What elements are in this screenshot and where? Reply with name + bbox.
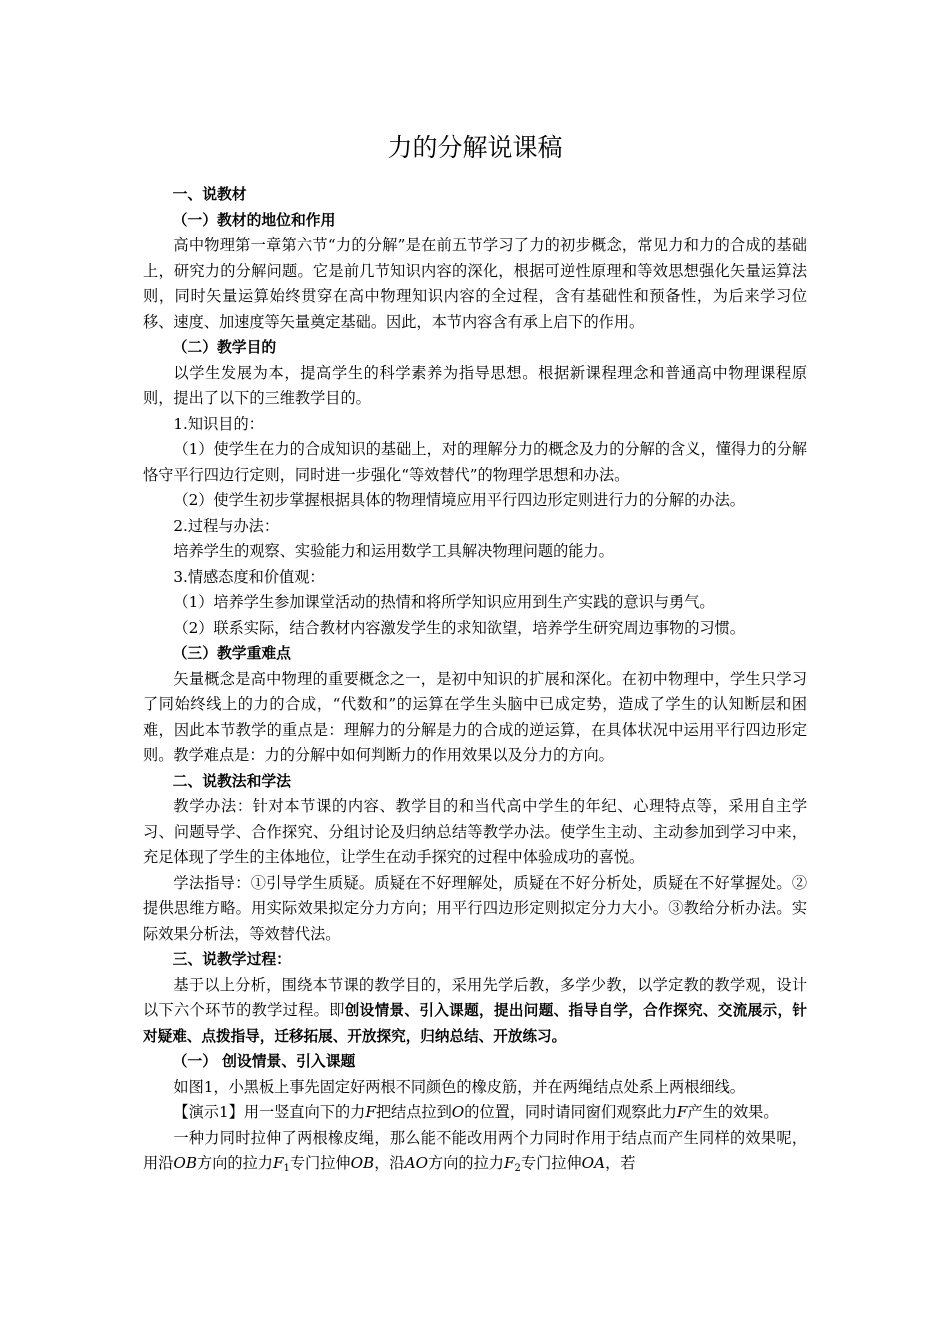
text-run: 一种力同时拉伸了两根橡皮绳，那么能不能改用两个力同时作用于结点而产生同样的效果呢，用沿: [143, 1128, 807, 1172]
text-run: 基于以上分析，围绕本节课的教学目的，采用先学后教，多学少教，以学定教的教学观，设计以下六个环节的教学过程。即: [143, 975, 807, 1019]
math-var: F: [365, 1103, 376, 1121]
list-item: （2）使学生初步掌握根据具体的物理情境应用平行四边形定则进行力的分解的办法。: [173, 491, 745, 509]
math-var: F: [676, 1103, 688, 1121]
list-item: （1）使学生在力的合成知识的基础上，对的理解分力的概念及力的分解的含义，懂得力的分解恪守平行四边行定则，同时进一步强化“等效替代”的物理学思想和办法。: [143, 440, 807, 484]
paragraph: 如图1，小黑板上事先固定好两根不同颜色的橡皮筋，并在两绳结点处系上两根细线。: [173, 1077, 745, 1096]
paragraph: 矢量概念是高中物理的重要概念之一，是初中知识的扩展和深化。在初中物理中，学生只学习了同始终线上的力的合成，“代数和”的运算在学生头脑中已成定势，造成了学生的认知断层和困难，因此本节教学的重点是：理解力的分解是力的合成的逆运算，在具体状况中运用平行四边形定则。教学难点是：力的分解中如何判断力的作用效果以及分力的方向。: [143, 669, 807, 764]
math-var: OB: [350, 1154, 375, 1172]
text-run: 专门拉伸: [520, 1154, 582, 1172]
list-item: 培养学生的观察、实验能力和运用数学工具解决物理问题的能力。: [173, 542, 614, 560]
demo-label: 【演示1】: [173, 1103, 244, 1121]
text-run: 的位置，同时请同窗们观察此力: [464, 1103, 677, 1121]
paragraph: 以学生发展为本，提高学生的科学素养为指导思想。根据新课程理念和普通高中物理课程原则，提出了以下的三维教学目的。: [143, 363, 807, 407]
paragraph: 学法指导：①引导学生质疑。质疑在不好理解处，质疑在不好分析处，质疑在不好掌握处。②提供思维方略。用实际效果拟定分力方向；用平行四边形定则拟定分力大小。③教给分析办法。实际效果分析法，等效替代法。: [143, 873, 807, 943]
text-run: 产生的效果。: [687, 1103, 779, 1121]
text-run: ，沿: [374, 1154, 405, 1172]
math-var: F: [503, 1154, 515, 1172]
section-heading-3: 三、说教学过程：: [172, 951, 291, 968]
text-run: ，若: [605, 1154, 636, 1172]
paragraph: [143, 973, 807, 1050]
subscript: 1: [283, 1163, 290, 1174]
text-run: 方向的拉力: [428, 1154, 504, 1172]
text-run: 把结点拉到: [375, 1103, 452, 1121]
math-var: O: [451, 1103, 465, 1121]
paragraph: [143, 1126, 807, 1182]
subsection-heading: （一）教材的地位和作用: [172, 211, 336, 229]
text-run: 用一竖直向下的力: [243, 1103, 366, 1121]
list-item: （1）培养学生参加课堂活动的热情和将所学知识应用到生产实践的意识与勇气。: [173, 593, 715, 611]
document-body: [143, 128, 807, 1182]
subscript: 2: [514, 1163, 521, 1174]
subsection-heading: （一） 创设情景、引入课题: [172, 1053, 356, 1070]
subsection-heading: （三）教学重难点: [172, 645, 291, 662]
text-run: 专门拉伸: [289, 1154, 351, 1172]
paragraph: 教学办法：针对本节课的内容、教学目的和当代高中学生的年纪、心理特点等，采用自主学习、问题导学、合作探究、分组讨论及归纳总结等教学办法。使学生主动、主动参加到学习中来，充足体现了学生的主体地位，让学生在动手探究的过程中体验成功的喜悦。: [143, 797, 807, 866]
subsection-heading: （二）教学目的: [172, 339, 277, 356]
page-title: 力的分解说课稿: [387, 133, 563, 162]
text-run: 方向的拉力: [197, 1154, 273, 1172]
list-label: 2.过程与办法：: [173, 516, 280, 535]
math-var: AO: [404, 1154, 429, 1172]
paragraph: [143, 1100, 807, 1126]
list-item: （2）联系实际，结合教材内容激发学生的求知欲望，培养学生研究周边事物的习惯。: [173, 618, 745, 637]
paragraph: 高中物理第一章第六节“力的分解”是在前五节学习了力的初步概念，常见力和力的合成的基础上，研究力的分解问题。它是前几节知识内容的深化，根据可逆性原理和等效思想强化矢量运算法则，同时矢量运算始终贯穿在高中物理知识内容的全过程，含有基础性和预备性，为后来学习位移、速度、加速度等矢量奠定基础。因此，本节内容含有承上启下的作用。: [143, 236, 807, 331]
section-heading-2: 二、说教法和学法: [172, 772, 291, 790]
list-label: 1.知识目的：: [173, 414, 264, 433]
math-var: F: [272, 1154, 284, 1172]
list-label: 3.情感态度和价值观：: [173, 567, 325, 586]
math-var: OA: [581, 1154, 606, 1172]
section-heading-1: 一、说教材: [172, 186, 247, 203]
math-var: OB: [173, 1154, 197, 1172]
bold-text-run: 创设情景、引入课题，提出问题、指导自学，合作探究、交流展示，针对疑难、点拨指导，迁移拓展、开放探究，归纳总结、开放练习。: [143, 1002, 807, 1045]
